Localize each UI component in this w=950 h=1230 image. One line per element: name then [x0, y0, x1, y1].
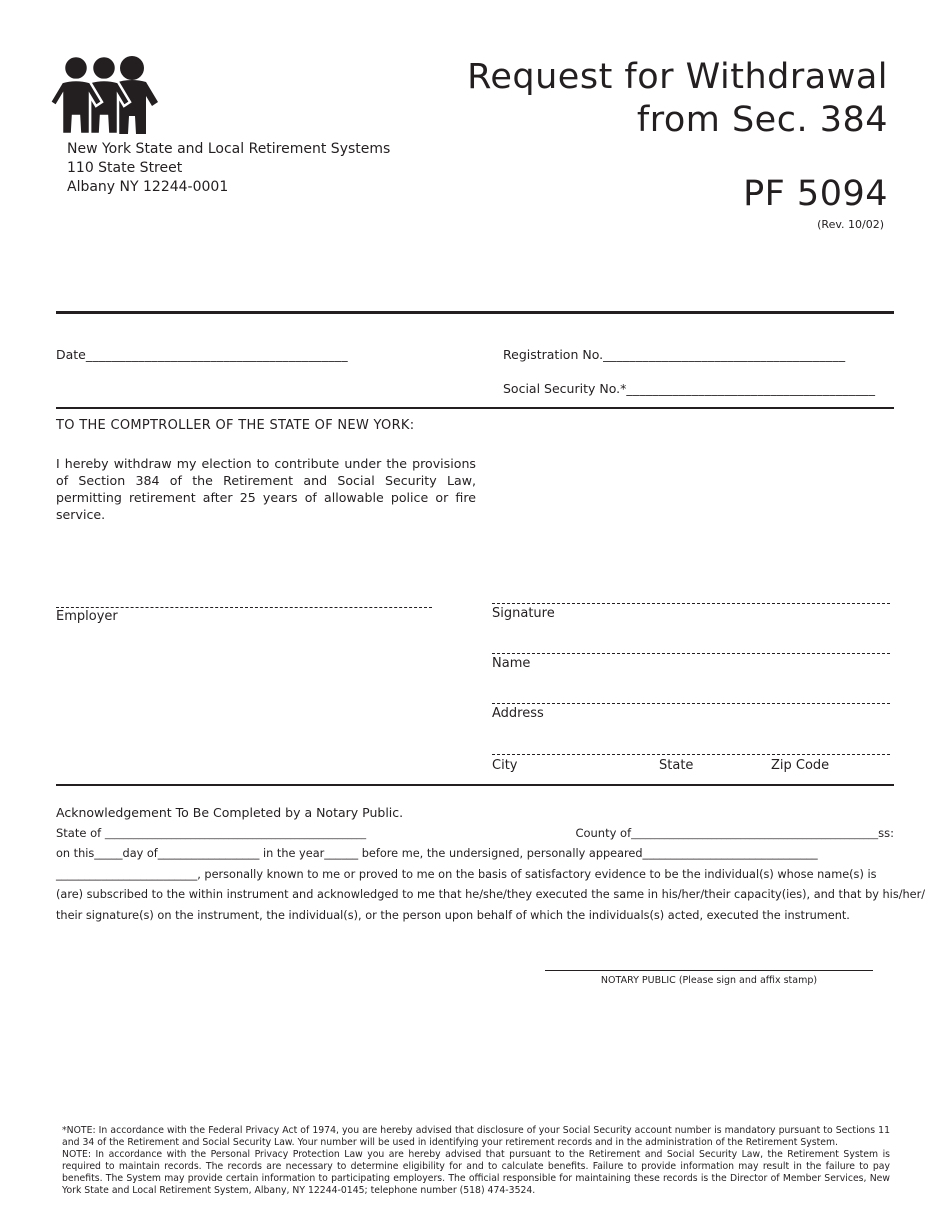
ack-county-label: County of: [575, 826, 632, 840]
org-name: New York State and Local Retirement Systems: [67, 141, 391, 157]
form-number: PF 5094: [743, 174, 888, 214]
address-line[interactable]: [492, 703, 890, 704]
name-label: Name: [492, 656, 531, 671]
ack-state-blank[interactable]: _______________________________________________________: [104, 829, 367, 840]
employer-line[interactable]: [56, 607, 432, 608]
employer-label: Employer: [56, 609, 118, 624]
privacy-note-records: NOTE: In accordance with the Personal Privacy Protection Law you are hereby advised that pursuant to the Retirement and Social Security Law, the Retirement System is required to maintain records. The records are necessary to determine eligibility for and to calculate benefits. Failure to provide information may result in the failure to pay benefits. The System may provide certain information to participating employers. The official responsible for maintaining these records is the Director of Member Services, New York State and Local Retirement System, Albany, NY 12244-0145; telephone number (518) 474-3524.: [62, 1149, 890, 1196]
agency-address: [67, 140, 390, 197]
state-label: State: [659, 758, 694, 773]
ack-ss-label: ss:: [878, 826, 894, 840]
form-title: [467, 56, 888, 142]
title-line-1: Request for Withdrawal: [467, 57, 888, 97]
addressee: TO THE COMPTROLLER OF THE STATE OF NEW YORK:: [56, 418, 415, 433]
registration-label: Registration No.: [503, 347, 604, 362]
signature-divider: [56, 784, 894, 786]
ack-line-5: their signature(s) on the instrument, the individual(s), or the person upon behalf of which the individuals(s) acted, executed the instrument.: [56, 909, 850, 922]
street-address: 110 State Street: [67, 160, 183, 176]
name-line[interactable]: [492, 653, 890, 654]
city-state-zip: Albany NY 12244-0001: [67, 179, 229, 195]
ssn-field[interactable]: [503, 381, 875, 396]
retirement-system-logo-icon: [50, 54, 170, 138]
acknowledgement-title: Acknowledgement To Be Completed by a Notary Public.: [56, 805, 404, 820]
title-line-2: from Sec. 384: [636, 100, 888, 140]
fields-divider: [56, 407, 894, 409]
privacy-note-ssn: *NOTE: In accordance with the Federal Privacy Act of 1974, you are hereby advised that disclosure of your Social Security account number is mandatory pursuant to Sections 11 and 34 of the Retirement and Social Security Law. Your number will be used in identifying your retirement records and in the administration of the Retirement System.: [62, 1125, 890, 1148]
withdrawal-statement: I hereby withdraw my election to contribute under the provisions of Section 384 of the Retirement and Social Security Law, permitting retirement after 25 years of allowable police or fire service.: [56, 456, 476, 522]
ssn-label: Social Security No.*: [503, 381, 627, 396]
date-blank[interactable]: ________________________________________: [85, 347, 348, 362]
ack-line-state-county: [56, 826, 894, 840]
date-field[interactable]: [56, 347, 348, 362]
city-label: City: [492, 758, 518, 773]
ack-line-4: (are) subscribed to the within instrument and acknowledged to me that he/she/they executed the same in his/her/their capacity(ies), and that by his/her/: [56, 888, 926, 901]
city-state-zip-line[interactable]: [492, 754, 890, 755]
notary-label: NOTARY PUBLIC (Please sign and affix stamp): [600, 975, 818, 986]
ack-county-blank[interactable]: ____________________________________________________: [631, 829, 879, 840]
signature-label: Signature: [492, 606, 555, 621]
date-label: Date: [56, 347, 86, 362]
top-divider: [56, 311, 894, 314]
ack-line-3: _________________________, personally known to me or proved to me on the basis of satisfactory evidence to be the individual(s) whose name(s) is: [56, 868, 877, 881]
registration-blank[interactable]: _____________________________________: [603, 347, 846, 362]
privacy-footnote: [62, 1125, 890, 1197]
signature-line[interactable]: [492, 603, 890, 604]
address-label: Address: [492, 706, 544, 721]
ack-state-label: State of: [56, 826, 102, 840]
zip-label: Zip Code: [771, 758, 830, 773]
ssn-blank[interactable]: ______________________________________: [626, 381, 876, 396]
registration-field[interactable]: [503, 347, 845, 362]
revision-date: (Rev. 10/02): [817, 218, 884, 231]
ack-line-2: on this_____day of__________________ in the year______ before me, the undersigned, personally appeared_______________________________: [56, 847, 818, 860]
notary-signature-line[interactable]: [545, 970, 873, 971]
